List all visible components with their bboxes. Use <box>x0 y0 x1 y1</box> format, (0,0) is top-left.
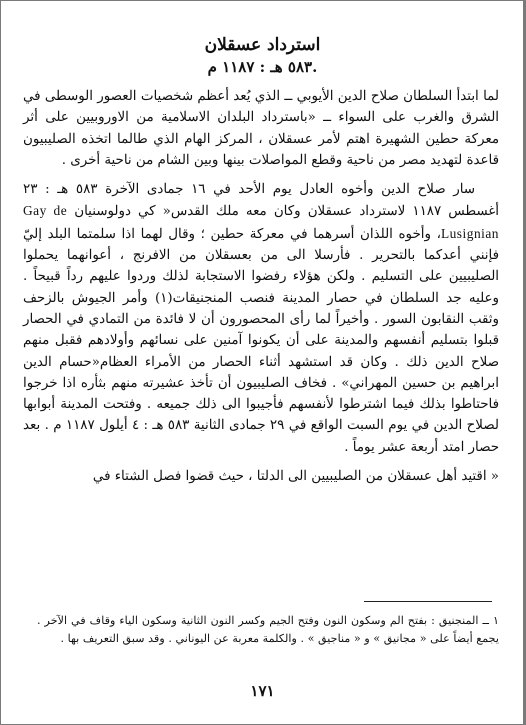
body-text <box>23 86 499 487</box>
paragraph-2-text: سار صلاح الدين وأخوه العادل يوم الأحد في ١٦ جمادى الآخرة ٥٨٣ هـ : ٢٣ أغسطس ١١٨٧ لاسترداد عسقلان وكان معه ملك القدس« كي دولوسنيان <box>23 182 500 220</box>
latin-suffix: ، <box>436 226 441 242</box>
page-number: ١٧١ <box>250 682 275 700</box>
scanned-page <box>3 2 522 722</box>
latin-name: Gay de Lusignian <box>23 203 499 241</box>
footnote-text: ١ ــ المنجنيق : بفتح الم وسكون النون وفتح الجيم وكسر النون الثانية وسكون الياء وقاف في الآخر . يجمع أيضاً على « مجانيق » و « مناجيق » . والكلمة معربة عن اليوناني . وقد سبق التعريف بها . <box>37 614 499 645</box>
footnote <box>37 612 499 648</box>
page-title: استرداد عسقلان <box>204 35 321 55</box>
paragraph-2 <box>23 179 499 458</box>
footnote-separator <box>364 601 492 602</box>
paragraph-1: لما ابتدأ السلطان صلاح الدين الأيوبي ــ الذي يُعد أعظم شخصيات العصور الوسطى في الشرق والغرب على السواء ــ «باسترداد البلدان الاسلامية من الاوروبيين على أثر معركة حطين الشهيرة اهتم لأمر عسقلان ، المركز الهام الذي طالما اتخذه الصليبيون قاعدة لتهديد مصر من ناحية وقطع المواصلات بينها وبين الشام من ناحية أخرى . <box>23 89 499 168</box>
date-line: ٥٨٣ هـ : ١١٨٧ م. <box>207 58 318 76</box>
paragraph-3: « اقتيد أهل عسقلان من الصليبيين الى الدلتا ، حيث قضوا فصل الشتاء في <box>92 469 499 485</box>
paragraph-2-continued: وأخوه اللذان أسرهما في معركة حطين ؛ وقال لهما اذا سلمتما البلد إليّ فإنني أعدكما بالتحرير . فأرسلا الى من بعسقلان من الافرنج ، أعوانهما يحملوا الصليبيين على التسليم . ولكن هؤلاء رفضوا الاستجابة لذلك وردوا عليهم رداً قبيحاً . وعليه جد السلطان في حصار المدينة فنصب المنجنيقات(١) وأمر الجيوش بالزحف وثقب النقابون السور . وأخيراً لما رأى المحصورون أن لا فائدة من التمادي في الحصار قبلوا بتسليم أنفسهم والمدينة على أن يكونوا آمنين على نسائهم وأولادهم فقبل منهم صلاح الدين ذلك . وكان قد استشهد أثناء الحصار من الأمراء العظام«حسام الدين ابراهيم بن حسين المهراني» . فخاف الصليبيون أن تأخذ عشيرته منهم بثأره اذا خرجوا فاحتاطوا بذلك فيما اشترطوا لأنفسهم فأجيبوا الى ذلك جميعه . وفتحت المدينة أبوابها لصلاح الدين في يوم السبت الواقع في ٢٩ جمادى الثانية ٥٨٣ هـ : ٤ أيلول ١١٨٧ م . بعد حصار امتد أربعة عشر يوماً . <box>23 226 499 455</box>
